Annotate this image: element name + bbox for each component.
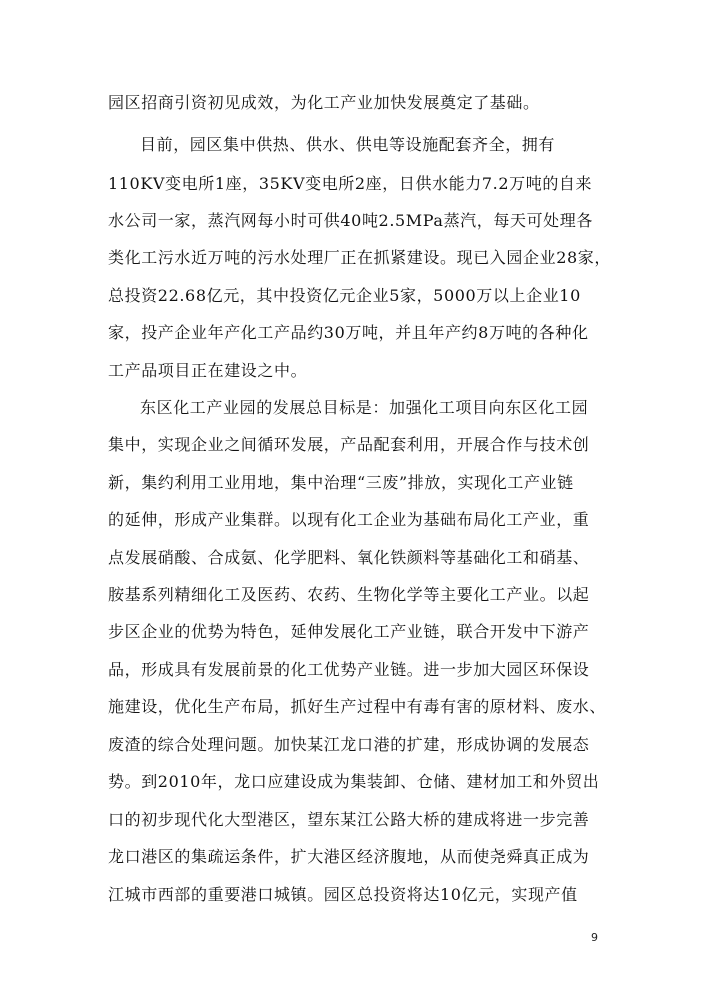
- text-line-14: 胺基系列精细化工及医药、农药、生物化学等主要化工产业。以起: [108, 585, 590, 604]
- text-line-12: 的延伸，形成产业集群。以现有化工企业为基础布局化工产业，重: [108, 510, 590, 529]
- text-line-20: 口的初步现代化大型港区，望东某江公路大桥的建成将进一步完善: [108, 810, 590, 829]
- text-line-4: 水公司一家，蒸汽网每小时可供40吨2.5MPa蒸汽，每天可处理各: [108, 211, 593, 230]
- text-line-21: 龙口港区的集疏运条件，扩大港区经济腹地，从而使尧舜真正成为: [108, 847, 590, 866]
- text-line-3: 110KV变电所1座，35KV变电所2座，日供水能力7.2万吨的自来: [108, 174, 593, 193]
- text-line-22: 江城市西部的重要港口城镇。园区总投资将达10亿元，实现产值: [108, 885, 578, 904]
- text-line-9: 东区化工产业园的发展总目标是：加强化工项目向东区化工园: [140, 398, 589, 417]
- text-line-2: 目前，园区集中供热、供水、供电等设施配套齐全，拥有: [140, 135, 556, 154]
- text-line-13: 点发展硝酸、合成氨、化学肥料、氧化铁颜料等基础化工和硝基、: [108, 548, 590, 567]
- text-line-15: 步区企业的优势为特色，延伸发展化工产业链，联合开发中下游产: [108, 622, 590, 641]
- page-number: 9: [591, 931, 598, 944]
- text-line-11: 新，集约利用工业用地，集中治理“三废”排放，实现化工产业链: [108, 473, 574, 492]
- text-line-8: 工产品项目正在建设之中。: [108, 361, 308, 380]
- text-line-6: 总投资22.68亿元，其中投资亿元企业5家，5000万以上企业10: [108, 286, 581, 305]
- text-line-10: 集中，实现企业之间循环发展，产品配套利用，开展合作与技术创: [108, 435, 590, 454]
- text-line-16: 品，形成具有发展前景的化工优势产业链。进一步加大园区环保设: [108, 660, 590, 679]
- text-line-1: 园区招商引资初见成效，为化工产业加快发展奠定了基础。: [108, 93, 540, 112]
- text-line-19: 势。到2010年，龙口应建设成为集装卸、仓储、建材加工和外贸出: [108, 772, 600, 791]
- text-line-5: 类化工污水近万吨的污水处理厂正在抓紧建设。现已入园企业28家，: [108, 248, 611, 267]
- text-line-7: 家，投产企业年产化工产品约30万吨，并且年产约8万吨的各种化: [108, 323, 589, 342]
- text-line-17: 施建设，优化生产布局，抓好生产过程中有毒有害的原材料、废水、: [108, 697, 607, 716]
- text-line-18: 废渣的综合处理问题。加快某江龙口港的扩建，形成协调的发展态: [108, 735, 590, 754]
